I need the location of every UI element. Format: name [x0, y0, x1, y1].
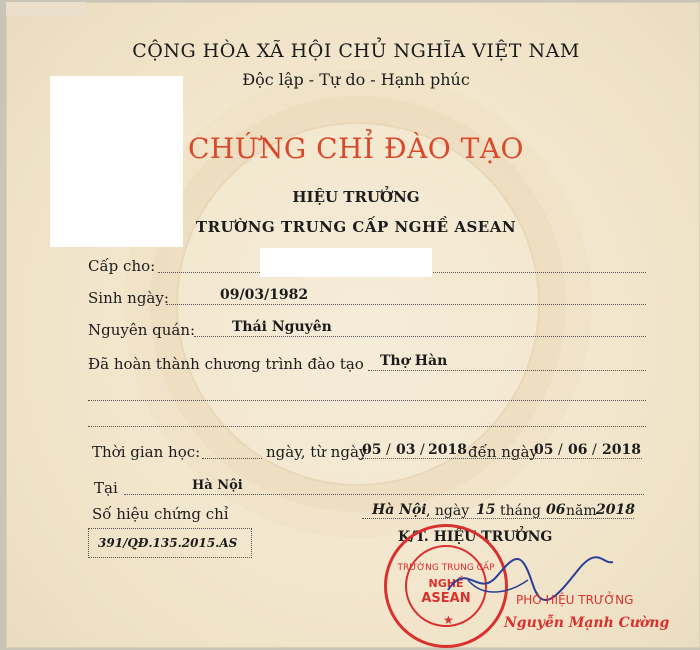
duration-label: Thời gian học:	[92, 443, 201, 461]
cert-no-box	[88, 528, 252, 558]
cert-no-value: 391/QĐ.135.2015.AS	[98, 536, 238, 550]
republic-heading: CỘNG HÒA XÃ HỘI CHỦ NGHĨA VIỆT NAM	[132, 40, 580, 62]
at-value: Hà Nội	[192, 478, 243, 493]
from-sep-2: /	[420, 442, 425, 458]
on-behalf-title: K/T. HIỆU TRƯỞNG	[398, 529, 553, 545]
seal-line-1: TRƯỜNG TRUNG CẤP	[397, 563, 495, 573]
deputy-title: PHÓ HIỆU TRƯỞNG	[516, 593, 634, 607]
at-line	[124, 494, 644, 495]
blank-line-1	[88, 400, 646, 401]
issued-to-label: Cấp cho:	[88, 257, 156, 275]
duration-days-text: ngày, từ ngày	[266, 443, 368, 461]
hometown-label: Nguyên quán:	[88, 321, 196, 339]
sign-year: 2018	[596, 502, 635, 518]
dob-label: Sinh ngày:	[88, 289, 169, 307]
sign-day: 15	[476, 502, 496, 518]
from-month: 03	[396, 442, 416, 458]
seal-line-2: NGHỀ	[428, 577, 464, 590]
program-line	[368, 370, 646, 371]
to-sep-2: /	[592, 442, 597, 458]
to-day: 05	[534, 442, 554, 458]
program-value: Thợ Hàn	[380, 353, 448, 369]
sign-place: Hà Nội	[372, 502, 427, 518]
duration-line	[202, 458, 262, 459]
sign-month: 06	[546, 502, 566, 518]
program-label: Đã hoàn thành chương trình đào tạo	[88, 355, 364, 373]
dob-line	[166, 304, 646, 305]
certificate-sheet	[6, 2, 700, 648]
at-label: Tại	[94, 479, 118, 497]
school-name: TRƯỜNG TRUNG CẤP NGHỀ ASEAN	[195, 218, 517, 236]
hometown-value: Thái Nguyên	[232, 319, 332, 335]
to-label: đến ngày	[468, 443, 538, 461]
to-sep-1: /	[558, 442, 563, 458]
issuer-role: HIỆU TRƯỞNG	[292, 188, 420, 206]
cert-no-label: Số hiệu chứng chỉ	[92, 505, 229, 523]
from-day: 05	[362, 442, 382, 458]
sign-year-label: năm	[566, 503, 597, 519]
seal-star-icon: ★	[443, 613, 454, 627]
paper-edge	[6, 2, 86, 16]
from-sep-1: /	[386, 442, 391, 458]
sign-month-label: tháng	[500, 503, 541, 519]
sign-day-label: , ngày	[426, 503, 470, 519]
sign-date-line	[362, 518, 634, 519]
certificate-title: CHỨNG CHỈ ĐÀO TẠO	[187, 132, 525, 165]
date-range-line	[358, 458, 642, 459]
motto: Độc lập - Tự do - Hạnh phúc	[242, 70, 470, 89]
blank-line-2	[88, 426, 646, 427]
hometown-line	[194, 336, 646, 337]
to-month: 06	[568, 442, 588, 458]
dob-value: 09/03/1982	[220, 287, 309, 303]
to-year: 2018	[602, 442, 641, 458]
redacted-name	[260, 248, 432, 277]
seal-line-3: ASEAN	[421, 591, 471, 606]
signer-name: Nguyễn Mạnh Cường	[504, 615, 670, 631]
from-year: 2018	[428, 442, 467, 458]
